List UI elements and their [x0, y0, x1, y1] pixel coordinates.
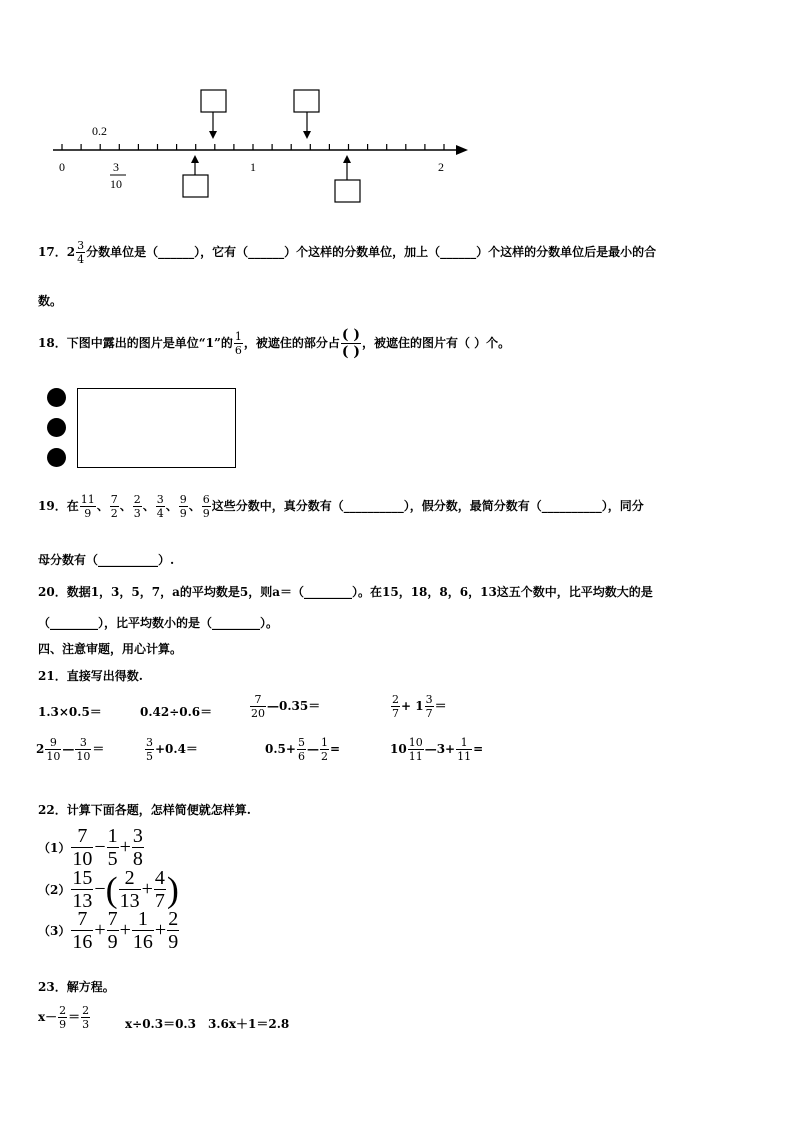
question-18: [38, 328, 510, 359]
question-19-line-2: 母分数有（__________）.: [38, 553, 175, 567]
q19-number: 19．: [38, 499, 67, 513]
q17-fraction: $\frac{3}{4}$: [77, 239, 85, 266]
q17-text: 分数单位是（______），它有（______）个这样的分数单位，加上（______）个这样的分数单位后是最小的合: [86, 245, 657, 259]
question-21-title: 21．直接写出得数.: [38, 669, 143, 683]
q23-equation-1: x－ $\frac{2}{9}$ ＝ $\frac{2}{3}$: [38, 1004, 90, 1031]
question-19-line-1: [38, 494, 644, 519]
q18-text-a: 下图中露出的图片是单位“1”的: [66, 336, 233, 350]
arrow-head-down-1: [209, 131, 217, 139]
q21-calc-5: 2 $\frac{9}{10}$ — $\frac{3}{10}$ ＝: [36, 736, 105, 763]
q19-fraction: $\frac{3}{4}$: [156, 493, 164, 520]
q22-expression-3: （3） $\frac{7}{16}$ + $\frac{7}{9}$ + $\frac{1}{16}$ + $\frac{2}{9}$: [38, 908, 179, 953]
q19-separator: 、: [96, 499, 109, 513]
q19-fraction: $\frac{6}{9}$: [202, 493, 210, 520]
q18-text-b: ，被遮住的部分占: [243, 336, 340, 350]
question-22-title: 22．计算下面各题，怎样简便就怎样算.: [38, 803, 251, 817]
label-frac-3-10-numerator: 3: [113, 160, 119, 174]
q19-separator: 、: [188, 499, 201, 513]
q19-fraction: $\frac{9}{9}$: [179, 493, 187, 520]
question-23-title: 23．解方程。: [38, 980, 115, 994]
label-frac-3-10-denominator: 10: [110, 177, 122, 191]
q22-expression-2: （2） $\frac{15}{13}$ −( $\frac{2}{13}$ + $\frac{4}{7}$ ): [38, 867, 179, 912]
q18-dot-3: [47, 448, 66, 467]
q17-mixed-whole: 2: [66, 245, 76, 259]
question-17-line-1: [38, 240, 656, 265]
q18-cover-rectangle: [77, 388, 236, 468]
label-2: 2: [438, 160, 444, 174]
answer-box-top-2[interactable]: [294, 90, 319, 112]
question-20-line-2: （________），比平均数小的是（________）。: [38, 616, 279, 630]
q19-fraction-list: [79, 493, 212, 520]
number-line-ticks: [62, 144, 444, 150]
q19-fraction: $\frac{11}{9}$: [80, 493, 95, 520]
q18-dot-1: [47, 388, 66, 407]
q23-equation-3: 3.6x＋1＝2.8: [208, 1017, 290, 1031]
q21-calc-6: $\frac{3}{5}$ +0.4＝: [146, 736, 198, 763]
q19-separator: 、: [142, 499, 155, 513]
arrow-head-up-1: [191, 155, 199, 163]
q21-calc-4: $\frac{2}{7}$ + 1 $\frac{3}{7}$ ＝: [392, 693, 447, 720]
q19-text-a: 在: [66, 499, 79, 513]
q19-separator: 、: [119, 499, 132, 513]
q17-number: 17．: [38, 245, 67, 259]
answer-box-bottom-1[interactable]: [183, 175, 208, 197]
q21-calc-7: 0.5+ $\frac{5}{6}$ — $\frac{1}{2}$ =: [265, 736, 340, 763]
arrow-head-down-2: [303, 131, 311, 139]
q19-text-b: 这些分数中，真分数有（__________），假分数，最简分数有（__________），同分: [211, 499, 644, 513]
number-line-arrowhead: [456, 145, 468, 155]
label-0-2: 0.2: [92, 124, 107, 138]
q18-number: 18．: [38, 336, 67, 350]
q21-calc-3: $\frac{7}{20}$ —0.35＝: [251, 693, 321, 720]
section-4-heading: 四、注意审题，用心计算。: [38, 642, 183, 656]
q18-dot-2: [47, 418, 66, 437]
label-0: 0: [59, 160, 65, 174]
q23-equation-2: x÷0.3＝0.3: [125, 1017, 196, 1031]
question-20-line-1: 20．数据1，3，5，7，a的平均数是5，则a＝（________）。在15，18，8，6，13这五个数中，比平均数大的是: [38, 585, 653, 599]
q19-fraction: $\frac{7}{2}$: [110, 493, 118, 520]
q21-calc-8: 10 $\frac{10}{11}$ —3+ $\frac{1}{11}$ =: [390, 736, 484, 763]
answer-box-bottom-2[interactable]: [335, 180, 360, 202]
q18-text-c: ，被遮住的图片有（ ）个。: [362, 336, 511, 350]
q19-fraction: $\frac{2}{3}$: [133, 493, 141, 520]
q22-expression-1: （1） $\frac{7}{10}$ − $\frac{1}{5}$ + $\frac{3}{8}$: [38, 825, 143, 870]
number-line-figure: [40, 85, 480, 210]
q19-separator: 、: [165, 499, 178, 513]
label-1: 1: [250, 160, 256, 174]
q18-fraction: $\frac{1}{6}$: [234, 330, 242, 357]
q18-blank-fraction[interactable]: $\frac{( )}{( )}$: [341, 327, 360, 360]
answer-box-top-1[interactable]: [201, 90, 226, 112]
q21-calc-2: 0.42÷0.6＝: [140, 705, 213, 719]
arrow-head-up-2: [343, 155, 351, 163]
q21-calc-1: 1.3×0.5＝: [38, 705, 102, 719]
question-17-line-2: 数。: [38, 294, 63, 308]
